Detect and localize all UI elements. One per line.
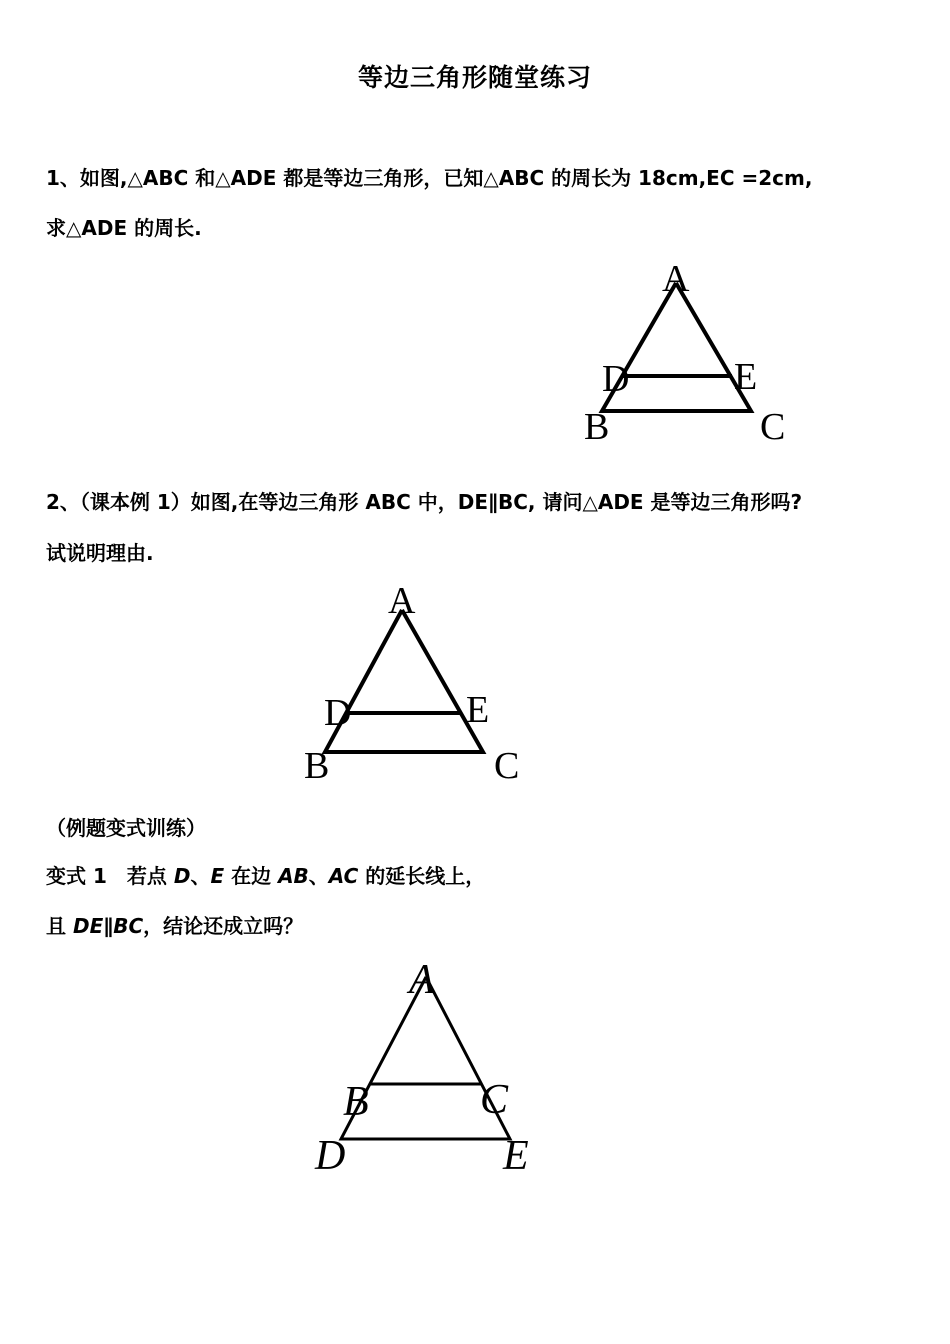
side-ab: AB: [278, 864, 309, 888]
label-d: D: [324, 692, 352, 734]
segment-bc-label: BC: [113, 914, 144, 938]
variant-2-suffix: ，结论还成立吗？: [143, 914, 304, 938]
label-c: C: [494, 745, 520, 787]
question-1-line-1: 1、如图,△ABC 和△ADE 都是等边三角形，已知△ABC 的周长为 18cm,EC =2cm,: [46, 166, 813, 190]
label-b: B: [304, 745, 330, 787]
point-d: D: [173, 864, 191, 888]
side-ac: AC: [328, 864, 359, 888]
label-c: C: [760, 406, 786, 448]
label-b: B: [584, 406, 610, 448]
variant-1-suffix: 的延长线上，: [358, 864, 486, 888]
variant-1-line-2: [46, 910, 303, 939]
label-a: A: [662, 258, 690, 300]
point-e: E: [210, 864, 225, 888]
label-e: E: [466, 689, 490, 731]
segment-de-label: DE: [72, 914, 104, 938]
variant-1-line-1: [46, 860, 485, 889]
question-2-line-1: 2、（课本例 1）如图,在等边三角形 ABC 中，DE∥BC, 请问△ADE 是等边三角形吗?: [46, 490, 803, 514]
figure-1-triangle: [570, 255, 810, 455]
label-e: E: [503, 1133, 529, 1179]
figure-2-triangle: [290, 575, 550, 785]
variant-2-prefix: 且: [46, 914, 73, 938]
figure-3-triangle: [305, 955, 565, 1185]
label-c: C: [480, 1077, 509, 1123]
label-d: D: [602, 358, 630, 400]
question-2-line-2: 试说明理由.: [46, 541, 154, 565]
question-1-line-2: 求△ADE 的周长.: [46, 216, 202, 240]
separator: 、: [308, 864, 329, 888]
label-b: B: [343, 1079, 369, 1125]
label-a: A: [388, 580, 416, 622]
parallel-symbol: ∥: [103, 914, 114, 938]
label-a: A: [409, 957, 435, 1003]
variant-1-middle: 在边: [224, 864, 279, 888]
separator: 、: [190, 864, 211, 888]
label-d: D: [315, 1133, 346, 1179]
variant-1-prefix: 变式 1 若点: [46, 864, 174, 888]
label-e: E: [734, 356, 758, 398]
variant-heading: （例题变式训练）: [46, 816, 206, 840]
page-title: 等边三角形随堂练习: [357, 63, 592, 92]
